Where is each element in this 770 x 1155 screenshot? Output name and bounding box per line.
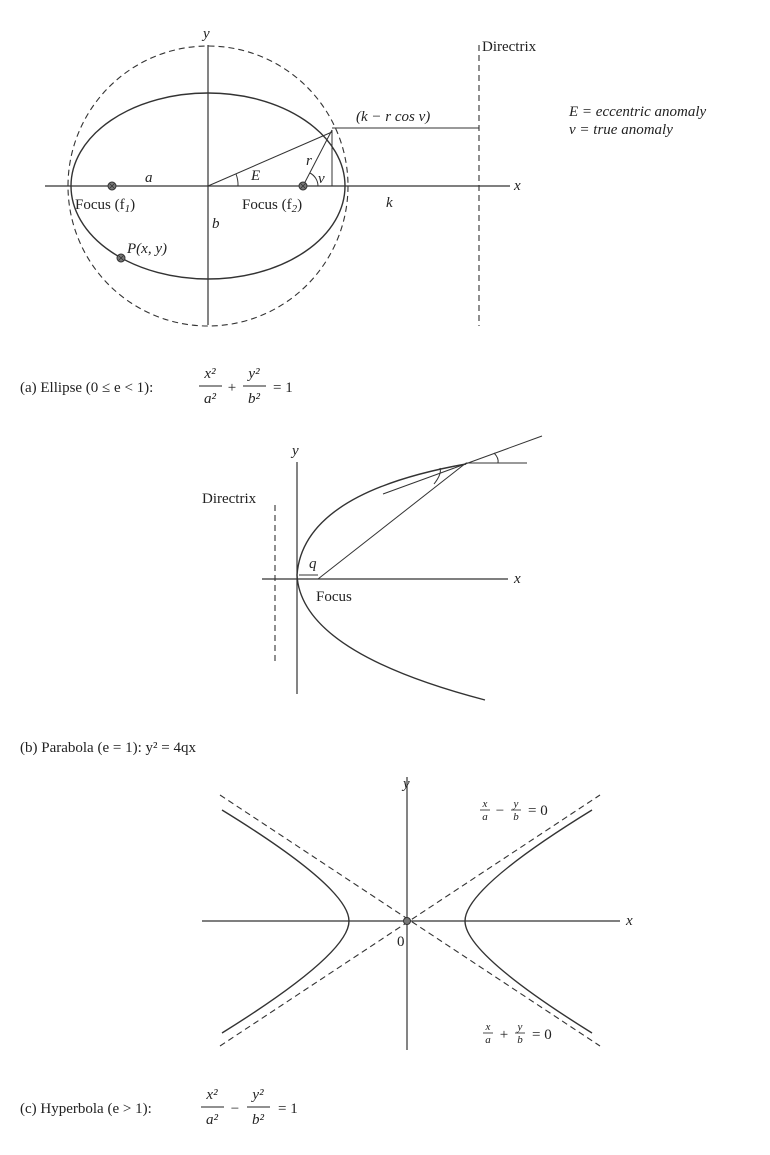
asym2-a-den: a	[485, 1034, 491, 1046]
parabola-q-label: q	[309, 556, 317, 572]
ellipse-caption-num2: y²	[248, 366, 260, 382]
tangent-angle-arc-right	[494, 453, 498, 463]
focus-f1-marker	[108, 182, 116, 190]
parabola-diagram	[20, 436, 542, 756]
hyperbola-y-label: y	[403, 776, 410, 792]
asym2-op: +	[499, 1027, 509, 1043]
ellipse-caption-num1: x²	[204, 366, 216, 382]
radius-r-label: r	[306, 153, 312, 169]
asym1-a-den: a	[482, 811, 488, 823]
semi-major-a-label: a	[145, 170, 153, 186]
angle-v-arc	[310, 173, 318, 186]
ellipse-caption	[20, 366, 293, 407]
hyperbola-caption-den1: a²	[206, 1112, 218, 1128]
ellipse-caption-prefix: (a) Ellipse (0 ≤ e < 1):	[20, 380, 154, 396]
hyperbola-caption-minus: −	[230, 1101, 240, 1117]
ellipse-y-label: y	[203, 26, 210, 42]
parabola-y-label: y	[292, 443, 299, 459]
ellipse-caption-den1: a²	[204, 391, 216, 407]
tangent-line	[383, 436, 542, 494]
point-p-marker	[117, 254, 125, 262]
asymptote-equation-minus	[480, 798, 548, 823]
focus-f2-label: Focus $(f_2)$	[242, 197, 303, 215]
legend-true-anomaly: v = true anomaly	[569, 122, 673, 138]
asym1-x-num: x	[482, 798, 488, 810]
asym2-b-den: b	[517, 1034, 523, 1046]
focus-f1-label: Focus $(f_1)$	[75, 197, 136, 215]
asym1-b-den: b	[513, 811, 519, 823]
k-distance-label: k	[386, 195, 393, 211]
ellipse-caption-plus: +	[227, 380, 237, 396]
hyperbola-caption-eq: = 1	[278, 1101, 298, 1117]
asym2-x-num: x	[485, 1021, 491, 1033]
focus-f2-marker	[299, 182, 307, 190]
asym2-y-num: y	[517, 1021, 523, 1033]
asym1-eq: = 0	[528, 803, 548, 819]
point-p-label: P(x, y)	[127, 241, 167, 257]
semi-minor-b-label: b	[212, 216, 220, 232]
asym2-eq: = 0	[532, 1027, 552, 1043]
asym1-y-num: y	[513, 798, 519, 810]
hyperbola-diagram	[20, 776, 633, 1128]
parabola-x-label: x	[514, 571, 521, 587]
angle-E-label: E	[251, 168, 261, 184]
hyperbola-x-label: x	[626, 913, 633, 929]
ellipse-x-label: x	[514, 178, 521, 194]
ellipse-caption-eq: = 1	[273, 380, 293, 396]
angle-E-arc	[236, 174, 238, 186]
k-minus-r-cos-v-label: (k − r cos v)	[356, 109, 431, 125]
angle-v-label: v	[318, 171, 325, 187]
hyperbola-origin-marker	[404, 918, 411, 925]
parabola-directrix-label: Directrix	[202, 491, 257, 507]
asymptote-equation-plus	[483, 1021, 552, 1046]
hyperbola-caption-num1: x²	[206, 1087, 218, 1103]
hyperbola-caption-prefix: (c) Hyperbola (e > 1):	[20, 1101, 152, 1117]
hyperbola-caption	[20, 1087, 298, 1128]
hyperbola-caption-den2: b²	[252, 1112, 264, 1128]
ellipse-diagram	[20, 26, 706, 407]
legend-eccentric-anomaly: E = eccentric anomaly	[569, 104, 707, 120]
eccentric-anomaly-line	[208, 132, 332, 186]
ellipse-caption-den2: b²	[248, 391, 260, 407]
parabola-caption: (b) Parabola (e = 1): y² = 4qx	[20, 740, 196, 756]
asym1-op: −	[495, 803, 505, 819]
ellipse-directrix-label: Directrix	[482, 39, 537, 55]
parabola-curve	[297, 464, 485, 700]
parabola-focus-label: Focus	[316, 589, 352, 605]
hyperbola-origin-label: 0	[397, 934, 405, 950]
hyperbola-caption-num2: y²	[252, 1087, 264, 1103]
focal-radius-line	[318, 463, 466, 579]
